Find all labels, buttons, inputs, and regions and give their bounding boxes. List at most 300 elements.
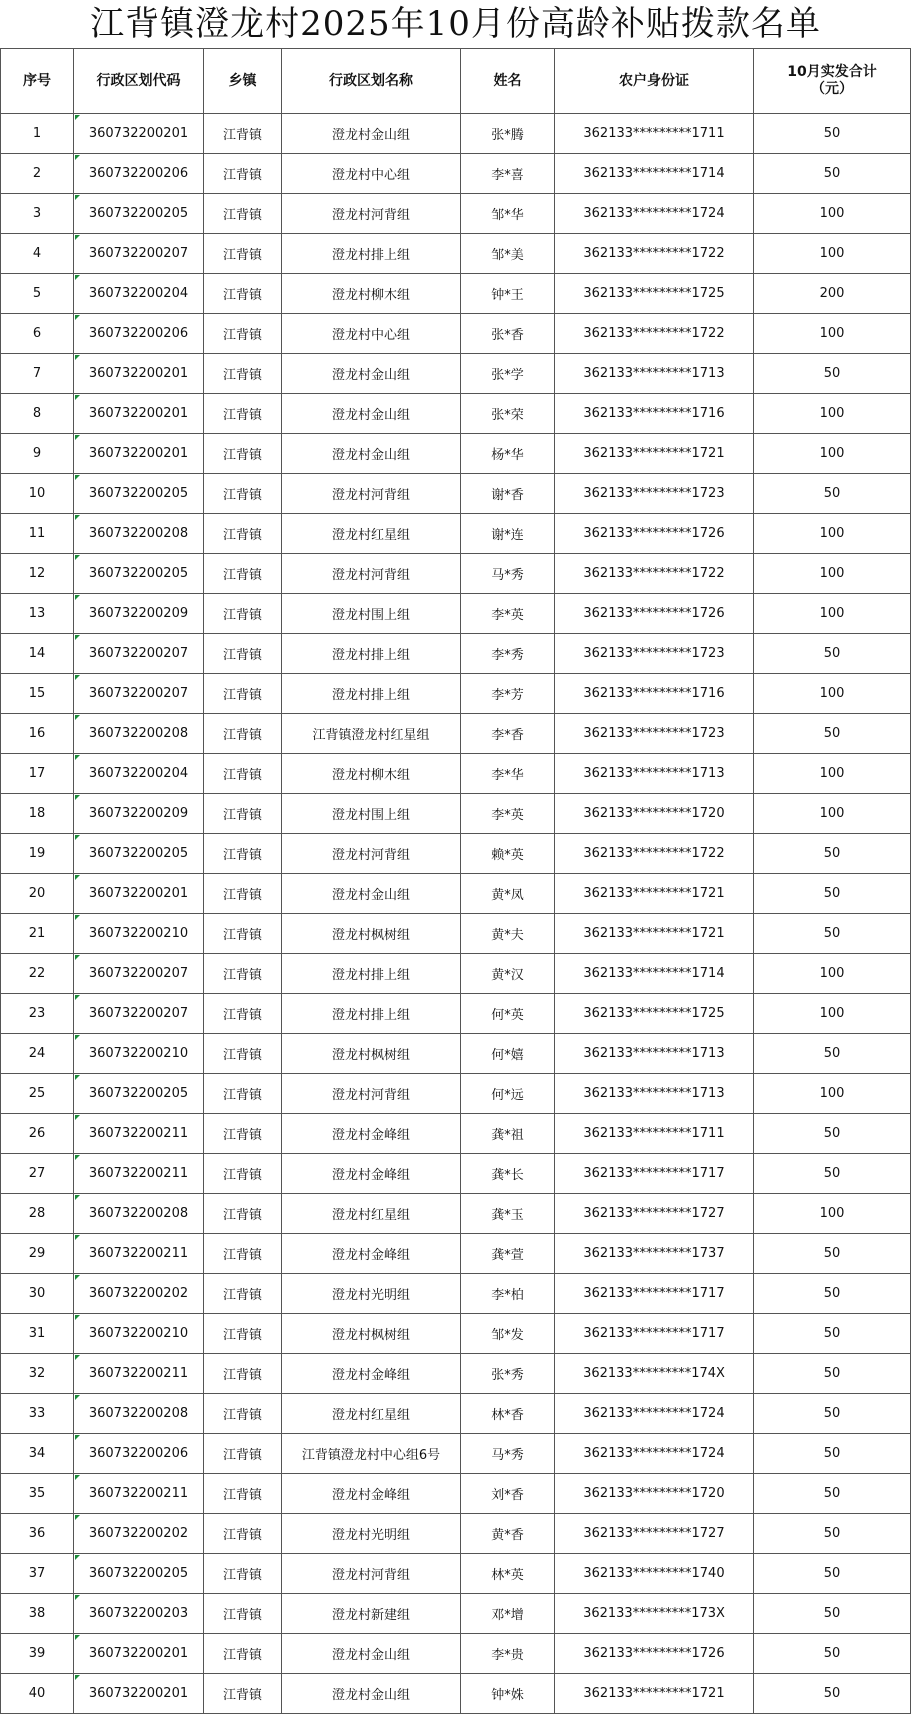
cell-area: 澄龙村金峰组: [282, 1154, 461, 1194]
cell-name: 张*荣: [461, 394, 555, 434]
cell-area: 澄龙村围上组: [282, 594, 461, 634]
cell-code: 360732200201: [74, 354, 204, 394]
cell-id-card: 362133*********1722: [555, 554, 754, 594]
cell-code: 360732200207: [74, 634, 204, 674]
table-row: [1, 474, 911, 514]
cell-index: 34: [1, 1434, 74, 1474]
cell-area: 澄龙村枫树组: [282, 914, 461, 954]
cell-amount: 50: [754, 474, 911, 514]
cell-index: 32: [1, 1354, 74, 1394]
cell-index: 20: [1, 874, 74, 914]
cell-amount: 100: [754, 234, 911, 274]
cell-id-card: 362133*********1717: [555, 1274, 754, 1314]
cell-id-card: 362133*********1724: [555, 1394, 754, 1434]
cell-index: 21: [1, 914, 74, 954]
cell-name: 何*嬉: [461, 1034, 555, 1074]
cell-id-card: 362133*********1713: [555, 754, 754, 794]
cell-area: 澄龙村光明组: [282, 1274, 461, 1314]
table-header-row: [1, 49, 911, 114]
cell-area: 澄龙村金峰组: [282, 1114, 461, 1154]
header-amount: [754, 49, 911, 114]
cell-code: 360732200205: [74, 474, 204, 514]
cell-index: 31: [1, 1314, 74, 1354]
cell-amount: 100: [754, 994, 911, 1034]
cell-code: 360732200205: [74, 554, 204, 594]
table-row: [1, 914, 911, 954]
table-row: [1, 1434, 911, 1474]
cell-code: 360732200211: [74, 1114, 204, 1154]
cell-name: 龚*玉: [461, 1194, 555, 1234]
cell-code: 360732200210: [74, 1034, 204, 1074]
cell-id-card: 362133*********1725: [555, 274, 754, 314]
cell-amount: 100: [754, 394, 911, 434]
cell-amount: 100: [754, 1194, 911, 1234]
cell-amount: 50: [754, 1034, 911, 1074]
cell-name: 龚*长: [461, 1154, 555, 1194]
cell-name: 李*香: [461, 714, 555, 754]
table-row: [1, 274, 911, 314]
table-row: [1, 234, 911, 274]
cell-code: 360732200205: [74, 1074, 204, 1114]
cell-id-card: 362133*********1714: [555, 954, 754, 994]
cell-amount: 50: [754, 634, 911, 674]
cell-index: 17: [1, 754, 74, 794]
cell-area: 江背镇澄龙村红星组: [282, 714, 461, 754]
cell-name: 何*英: [461, 994, 555, 1034]
cell-id-card: 362133*********1714: [555, 154, 754, 194]
cell-town: 江背镇: [204, 1314, 282, 1354]
table-row: [1, 1114, 911, 1154]
cell-town: 江背镇: [204, 1114, 282, 1154]
cell-code: 360732200201: [74, 434, 204, 474]
cell-index: 15: [1, 674, 74, 714]
cell-name: 李*英: [461, 794, 555, 834]
cell-town: 江背镇: [204, 914, 282, 954]
cell-town: 江背镇: [204, 1634, 282, 1674]
cell-code: 360732200211: [74, 1354, 204, 1394]
cell-amount: 50: [754, 1634, 911, 1674]
table-row: [1, 1394, 911, 1434]
table-row: [1, 554, 911, 594]
cell-town: 江背镇: [204, 354, 282, 394]
cell-name: 邹*美: [461, 234, 555, 274]
cell-id-card: 362133*********1723: [555, 474, 754, 514]
cell-town: 江背镇: [204, 674, 282, 714]
cell-town: 江背镇: [204, 1554, 282, 1594]
cell-amount: 50: [754, 114, 911, 154]
cell-amount: 50: [754, 354, 911, 394]
table-row: [1, 1274, 911, 1314]
cell-index: 29: [1, 1234, 74, 1274]
cell-index: 39: [1, 1634, 74, 1674]
cell-index: 23: [1, 994, 74, 1034]
cell-index: 10: [1, 474, 74, 514]
cell-amount: 100: [754, 514, 911, 554]
cell-id-card: 362133*********173X: [555, 1594, 754, 1634]
cell-id-card: 362133*********1722: [555, 234, 754, 274]
cell-name: 邓*增: [461, 1594, 555, 1634]
cell-code: 360732200206: [74, 314, 204, 354]
table-row: [1, 1154, 911, 1194]
header-amount-line2: （元）: [811, 81, 853, 97]
table-row: [1, 1074, 911, 1114]
table-row: [1, 874, 911, 914]
cell-id-card: 362133*********1711: [555, 114, 754, 154]
cell-area: 澄龙村红星组: [282, 1194, 461, 1234]
cell-index: 35: [1, 1474, 74, 1514]
cell-name: 李*秀: [461, 634, 555, 674]
cell-name: 谢*连: [461, 514, 555, 554]
cell-code: 360732200209: [74, 794, 204, 834]
cell-name: 黄*汉: [461, 954, 555, 994]
cell-town: 江背镇: [204, 154, 282, 194]
cell-index: 36: [1, 1514, 74, 1554]
cell-amount: 50: [754, 1114, 911, 1154]
cell-town: 江背镇: [204, 274, 282, 314]
cell-index: 6: [1, 314, 74, 354]
table-row: [1, 154, 911, 194]
table-row: [1, 354, 911, 394]
cell-town: 江背镇: [204, 1354, 282, 1394]
cell-code: 360732200205: [74, 1554, 204, 1594]
cell-id-card: 362133*********1721: [555, 434, 754, 474]
cell-index: 7: [1, 354, 74, 394]
cell-area: 澄龙村中心组: [282, 314, 461, 354]
cell-town: 江背镇: [204, 1514, 282, 1554]
cell-code: 360732200203: [74, 1594, 204, 1634]
cell-area: 澄龙村金山组: [282, 1634, 461, 1674]
cell-town: 江背镇: [204, 1394, 282, 1434]
header-id-card: 农户身份证: [555, 49, 754, 114]
cell-town: 江背镇: [204, 394, 282, 434]
header-amount-line1: 10月实发合计: [787, 64, 877, 80]
cell-code: 360732200208: [74, 1394, 204, 1434]
cell-name: 林*香: [461, 1394, 555, 1434]
cell-code: 360732200211: [74, 1154, 204, 1194]
cell-amount: 50: [754, 154, 911, 194]
cell-amount: 50: [754, 914, 911, 954]
cell-area: 澄龙村金山组: [282, 354, 461, 394]
cell-id-card: 362133*********1721: [555, 914, 754, 954]
cell-amount: 50: [754, 1554, 911, 1594]
cell-id-card: 362133*********1724: [555, 1434, 754, 1474]
cell-code: 360732200208: [74, 714, 204, 754]
cell-amount: 50: [754, 1674, 911, 1714]
cell-amount: 50: [754, 834, 911, 874]
cell-town: 江背镇: [204, 1194, 282, 1234]
table-row: [1, 1554, 911, 1594]
cell-town: 江背镇: [204, 1074, 282, 1114]
cell-area: 澄龙村金山组: [282, 114, 461, 154]
table-row: [1, 314, 911, 354]
table-row: [1, 514, 911, 554]
cell-amount: 50: [754, 1394, 911, 1434]
cell-index: 27: [1, 1154, 74, 1194]
cell-town: 江背镇: [204, 874, 282, 914]
cell-name: 李*华: [461, 754, 555, 794]
cell-town: 江背镇: [204, 594, 282, 634]
cell-name: 张*香: [461, 314, 555, 354]
cell-code: 360732200207: [74, 674, 204, 714]
cell-index: 40: [1, 1674, 74, 1714]
table-row: [1, 1474, 911, 1514]
cell-code: 360732200202: [74, 1274, 204, 1314]
cell-id-card: 362133*********1720: [555, 1474, 754, 1514]
cell-id-card: 362133*********1723: [555, 634, 754, 674]
cell-code: 360732200202: [74, 1514, 204, 1554]
cell-index: 24: [1, 1034, 74, 1074]
cell-amount: 100: [754, 554, 911, 594]
cell-area: 澄龙村枫树组: [282, 1314, 461, 1354]
cell-amount: 100: [754, 1074, 911, 1114]
cell-area: 澄龙村金山组: [282, 874, 461, 914]
cell-town: 江背镇: [204, 514, 282, 554]
cell-id-card: 362133*********1726: [555, 514, 754, 554]
table-row: [1, 594, 911, 634]
cell-id-card: 362133*********1711: [555, 1114, 754, 1154]
cell-town: 江背镇: [204, 114, 282, 154]
cell-amount: 100: [754, 434, 911, 474]
cell-index: 12: [1, 554, 74, 594]
cell-id-card: 362133*********1727: [555, 1194, 754, 1234]
cell-town: 江背镇: [204, 554, 282, 594]
cell-area: 澄龙村金山组: [282, 394, 461, 434]
table-row: [1, 434, 911, 474]
table-row: [1, 714, 911, 754]
table-row: [1, 994, 911, 1034]
cell-town: 江背镇: [204, 434, 282, 474]
table-row: [1, 1034, 911, 1074]
cell-amount: 100: [754, 674, 911, 714]
cell-index: 13: [1, 594, 74, 634]
cell-code: 360732200206: [74, 1434, 204, 1474]
cell-town: 江背镇: [204, 1474, 282, 1514]
cell-code: 360732200209: [74, 594, 204, 634]
cell-name: 邹*发: [461, 1314, 555, 1354]
cell-amount: 50: [754, 1154, 911, 1194]
cell-amount: 50: [754, 1274, 911, 1314]
cell-index: 18: [1, 794, 74, 834]
cell-area: 澄龙村围上组: [282, 794, 461, 834]
cell-id-card: 362133*********1713: [555, 1074, 754, 1114]
cell-area: 澄龙村河背组: [282, 474, 461, 514]
table-row: [1, 1314, 911, 1354]
header-index: 序号: [1, 49, 74, 114]
cell-id-card: 362133*********1725: [555, 994, 754, 1034]
cell-name: 张*学: [461, 354, 555, 394]
cell-index: 14: [1, 634, 74, 674]
cell-id-card: 362133*********1724: [555, 194, 754, 234]
cell-index: 33: [1, 1394, 74, 1434]
cell-amount: 100: [754, 794, 911, 834]
cell-town: 江背镇: [204, 954, 282, 994]
cell-name: 黄*香: [461, 1514, 555, 1554]
cell-name: 张*秀: [461, 1354, 555, 1394]
cell-index: 9: [1, 434, 74, 474]
cell-amount: 100: [754, 194, 911, 234]
cell-code: 360732200210: [74, 1314, 204, 1354]
cell-amount: 100: [754, 754, 911, 794]
cell-amount: 50: [754, 1474, 911, 1514]
cell-area: 澄龙村金峰组: [282, 1474, 461, 1514]
cell-area: 澄龙村河背组: [282, 1074, 461, 1114]
cell-amount: 100: [754, 594, 911, 634]
cell-index: 26: [1, 1114, 74, 1154]
table-row: [1, 1634, 911, 1674]
cell-amount: 50: [754, 1514, 911, 1554]
cell-id-card: 362133*********1726: [555, 594, 754, 634]
cell-area: 澄龙村排上组: [282, 674, 461, 714]
cell-name: 李*喜: [461, 154, 555, 194]
cell-id-card: 362133*********1722: [555, 314, 754, 354]
cell-code: 360732200201: [74, 874, 204, 914]
cell-town: 江背镇: [204, 1674, 282, 1714]
cell-code: 360732200201: [74, 114, 204, 154]
cell-id-card: 362133*********1720: [555, 794, 754, 834]
cell-area: 澄龙村河背组: [282, 194, 461, 234]
cell-amount: 50: [754, 1234, 911, 1274]
cell-id-card: 362133*********1717: [555, 1154, 754, 1194]
document-title: 江背镇澄龙村2025年10月份高龄补贴拨款名单: [90, 4, 821, 44]
cell-name: 马*秀: [461, 1434, 555, 1474]
cell-code: 360732200208: [74, 1194, 204, 1234]
cell-id-card: 362133*********1726: [555, 1634, 754, 1674]
cell-town: 江背镇: [204, 994, 282, 1034]
table-row: [1, 1194, 911, 1234]
cell-code: 360732200205: [74, 834, 204, 874]
header-name: 姓名: [461, 49, 555, 114]
cell-area: 澄龙村金山组: [282, 434, 461, 474]
cell-amount: 50: [754, 714, 911, 754]
cell-index: 8: [1, 394, 74, 434]
table-row: [1, 1354, 911, 1394]
cell-area: 澄龙村河背组: [282, 554, 461, 594]
cell-name: 李*英: [461, 594, 555, 634]
cell-index: 2: [1, 154, 74, 194]
cell-town: 江背镇: [204, 474, 282, 514]
cell-id-card: 362133*********1740: [555, 1554, 754, 1594]
cell-index: 5: [1, 274, 74, 314]
cell-id-card: 362133*********1722: [555, 834, 754, 874]
cell-name: 龚*祖: [461, 1114, 555, 1154]
cell-index: 11: [1, 514, 74, 554]
table-row: [1, 1674, 911, 1714]
subsidy-table: [0, 48, 911, 1714]
cell-name: 李*芳: [461, 674, 555, 714]
cell-index: 30: [1, 1274, 74, 1314]
cell-id-card: 362133*********1723: [555, 714, 754, 754]
cell-town: 江背镇: [204, 1154, 282, 1194]
cell-amount: 200: [754, 274, 911, 314]
cell-id-card: 362133*********1716: [555, 674, 754, 714]
table-row: [1, 394, 911, 434]
cell-area: 江背镇澄龙村中心组6号: [282, 1434, 461, 1474]
cell-town: 江背镇: [204, 1034, 282, 1074]
cell-name: 杨*华: [461, 434, 555, 474]
cell-area: 澄龙村排上组: [282, 634, 461, 674]
cell-town: 江背镇: [204, 194, 282, 234]
cell-index: 25: [1, 1074, 74, 1114]
cell-code: 360732200211: [74, 1474, 204, 1514]
cell-town: 江背镇: [204, 794, 282, 834]
cell-town: 江背镇: [204, 634, 282, 674]
cell-amount: 50: [754, 1354, 911, 1394]
cell-area: 澄龙村红星组: [282, 514, 461, 554]
cell-name: 钟*王: [461, 274, 555, 314]
cell-area: 澄龙村枫树组: [282, 1034, 461, 1074]
cell-id-card: 362133*********1713: [555, 1034, 754, 1074]
cell-id-card: 362133*********1717: [555, 1314, 754, 1354]
cell-amount: 50: [754, 874, 911, 914]
cell-name: 何*远: [461, 1074, 555, 1114]
cell-name: 张*腾: [461, 114, 555, 154]
cell-index: 37: [1, 1554, 74, 1594]
cell-town: 江背镇: [204, 314, 282, 354]
cell-index: 38: [1, 1594, 74, 1634]
cell-code: 360732200207: [74, 234, 204, 274]
cell-code: 360732200204: [74, 274, 204, 314]
cell-name: 龚*萱: [461, 1234, 555, 1274]
cell-area: 澄龙村光明组: [282, 1514, 461, 1554]
cell-code: 360732200210: [74, 914, 204, 954]
table-row: [1, 1594, 911, 1634]
cell-area: 澄龙村排上组: [282, 954, 461, 994]
table-row: [1, 954, 911, 994]
table-row: [1, 634, 911, 674]
cell-code: 360732200201: [74, 1674, 204, 1714]
cell-index: 3: [1, 194, 74, 234]
cell-code: 360732200205: [74, 194, 204, 234]
cell-id-card: 362133*********1727: [555, 1514, 754, 1554]
cell-id-card: 362133*********1721: [555, 874, 754, 914]
table-row: [1, 194, 911, 234]
cell-name: 马*秀: [461, 554, 555, 594]
header-area: 行政区划名称: [282, 49, 461, 114]
cell-name: 李*柏: [461, 1274, 555, 1314]
cell-name: 邹*华: [461, 194, 555, 234]
table-row: [1, 754, 911, 794]
cell-code: 360732200207: [74, 954, 204, 994]
cell-area: 澄龙村河背组: [282, 1554, 461, 1594]
table-row: [1, 1514, 911, 1554]
cell-code: 360732200211: [74, 1234, 204, 1274]
cell-id-card: 362133*********1716: [555, 394, 754, 434]
cell-id-card: 362133*********1721: [555, 1674, 754, 1714]
cell-index: 1: [1, 114, 74, 154]
table-row: [1, 794, 911, 834]
cell-area: 澄龙村新建组: [282, 1594, 461, 1634]
cell-amount: 50: [754, 1594, 911, 1634]
cell-area: 澄龙村排上组: [282, 234, 461, 274]
cell-index: 19: [1, 834, 74, 874]
cell-name: 刘*香: [461, 1474, 555, 1514]
cell-name: 黄*夫: [461, 914, 555, 954]
table-body: [1, 114, 911, 1714]
cell-index: 28: [1, 1194, 74, 1234]
header-code: 行政区划代码: [74, 49, 204, 114]
cell-town: 江背镇: [204, 1234, 282, 1274]
cell-area: 澄龙村柳木组: [282, 274, 461, 314]
cell-name: 赖*英: [461, 834, 555, 874]
cell-town: 江背镇: [204, 234, 282, 274]
cell-code: 360732200201: [74, 394, 204, 434]
cell-code: 360732200201: [74, 1634, 204, 1674]
table-row: [1, 1234, 911, 1274]
header-town: 乡镇: [204, 49, 282, 114]
cell-area: 澄龙村金峰组: [282, 1354, 461, 1394]
cell-code: 360732200208: [74, 514, 204, 554]
cell-id-card: 362133*********1713: [555, 354, 754, 394]
